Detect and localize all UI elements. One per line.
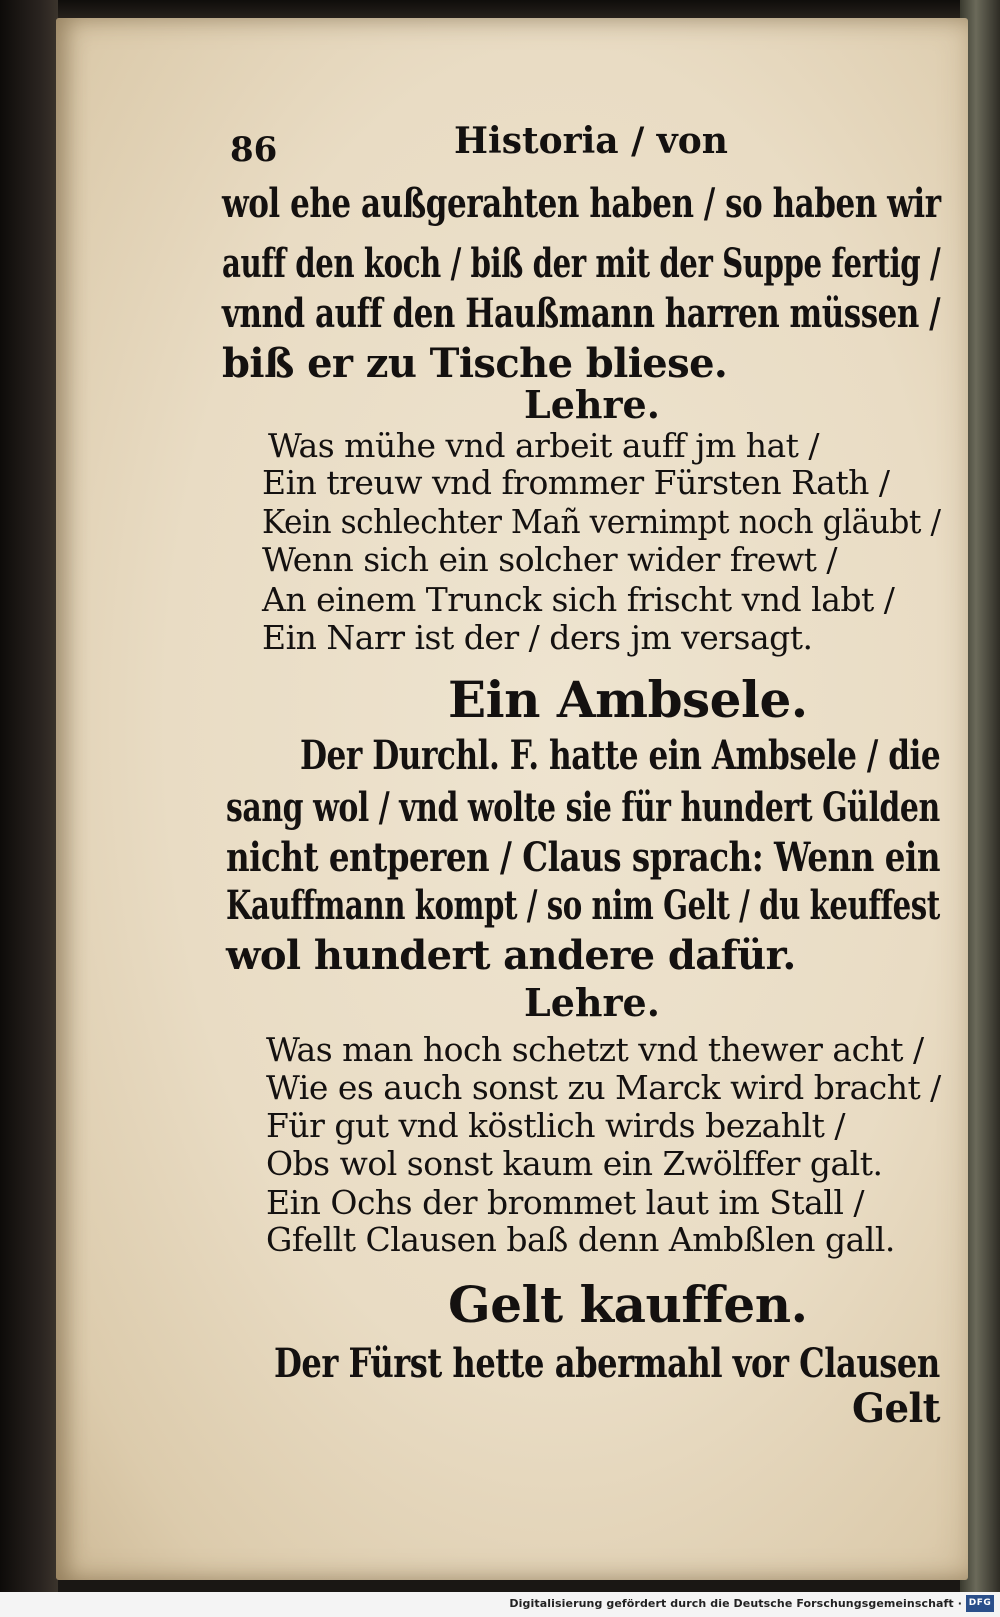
verse-line: Ein treuw vnd frommer Fürsten Rath / [262, 463, 890, 502]
verse-line: Was man hoch schetzt vnd thewer acht / [266, 1030, 924, 1069]
catchword: Gelt [852, 1385, 940, 1432]
lehre-label: Lehre. [524, 382, 660, 427]
page-number: 86 [230, 130, 278, 170]
section-heading: Gelt kauffen. [448, 1275, 808, 1334]
body-line: wol hundert andere dafür. [226, 932, 796, 979]
verse-line: Obs wol sonst kaum ein Zwölffer galt. [266, 1144, 883, 1183]
body-line: wol ehe außgerahten haben / so haben wir [222, 180, 941, 227]
body-line: auff den koch / biß der mit der Suppe fertig / [222, 240, 941, 287]
body-line: vnnd auff den Haußmann harren müssen / [222, 290, 941, 337]
verse-line: Ein Narr ist der / ders jm versagt. [262, 618, 813, 657]
section-heading: Ein Ambsele. [448, 670, 808, 729]
verse-line: Wenn sich ein solcher wider frewt / [262, 540, 838, 579]
lehre-label: Lehre. [524, 980, 660, 1025]
verse-line: An einem Trunck sich frischt vnd labt / [262, 580, 895, 619]
verse-line: Was mühe vnd arbeit auff jm hat / [268, 426, 820, 465]
running-head: Historia / von [454, 120, 728, 162]
body-line: Der Fürst hette abermahl vor Clausen [274, 1340, 940, 1387]
verse-line: Kein schlechter Mañ vernimpt noch gläubt / [262, 502, 941, 541]
book-binding-left [0, 0, 58, 1617]
verse-line: Wie es auch sonst zu Marck wird bracht / [266, 1068, 941, 1107]
funding-notice: Digitalisierung gefördert durch die Deutsche Forschungsgemeinschaft · [509, 1597, 962, 1610]
body-line: Kauffmann kompt / so nim Gelt / du keuffest [226, 882, 940, 929]
body-line: biß er zu Tische bliese. [222, 340, 728, 387]
body-line: Der Durchl. F. hatte ein Ambsele / die [300, 732, 941, 779]
body-line: nicht entperen / Claus sprach: Wenn ein [226, 834, 941, 881]
verse-line: Für gut vnd köstlich wirds bezahlt / [266, 1106, 845, 1145]
verse-line: Ein Ochs der brommet laut im Stall / [266, 1183, 864, 1222]
verse-line: Gfellt Clausen baß denn Ambßlen gall. [266, 1220, 895, 1259]
body-line: sang wol / vnd wolte sie für hundert Gülden [226, 784, 940, 831]
dfg-logo: DFG [966, 1595, 994, 1612]
